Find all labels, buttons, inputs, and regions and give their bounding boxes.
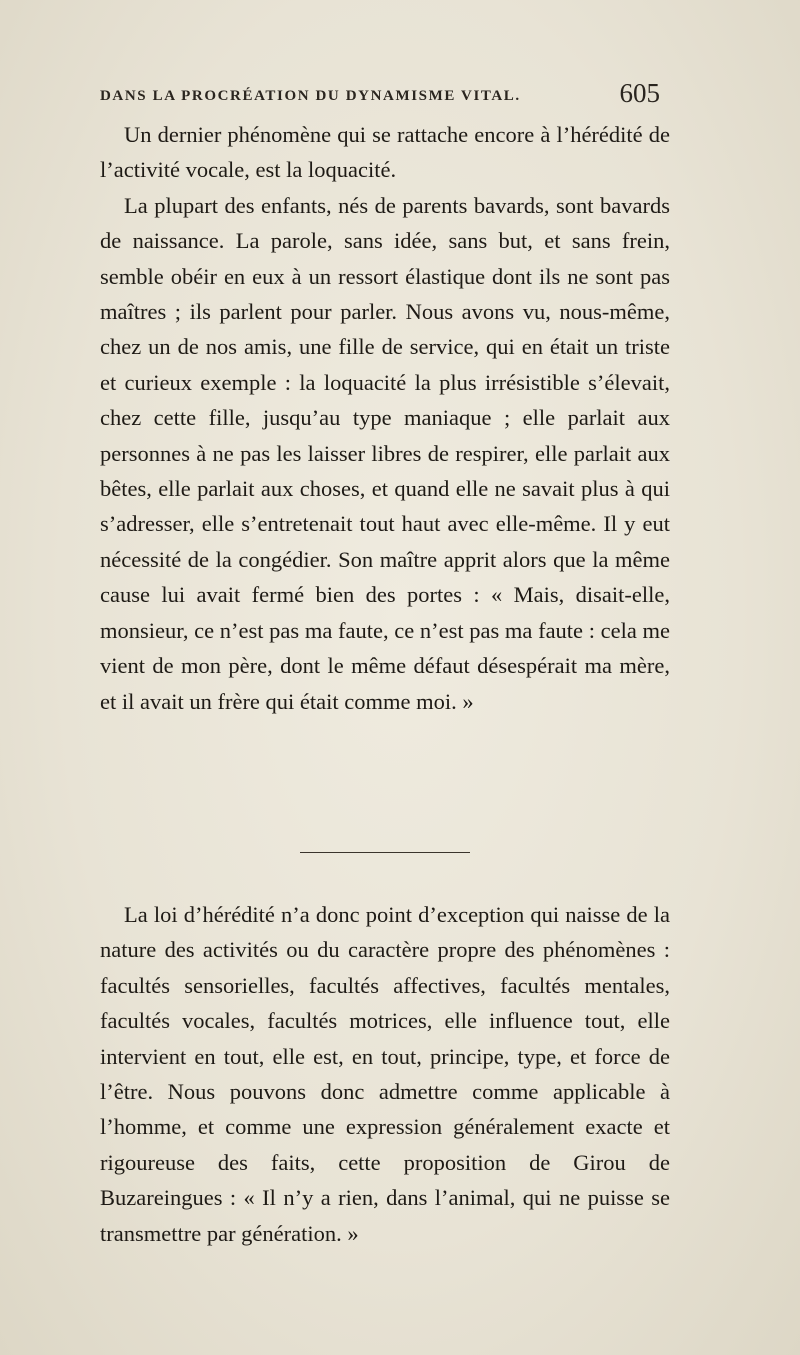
running-head (100, 78, 660, 118)
running-title: DANS LA PROCRÉATION DU DYNAMISME VITAL. (100, 88, 521, 104)
paragraph-loquacite-intro: Un dernier phénomène qui se rattache encore à l’hérédité de l’activité vocale, est la loquacité. (100, 122, 670, 183)
page-number: 605 (619, 78, 660, 108)
text-block-bottom (100, 897, 670, 1251)
text-block-top (100, 117, 670, 719)
paragraph-loi-heredite: La loi d’hérédité n’a donc point d’exception qui naisse de la nature des activités ou du caractère propre des phénomènes : facultés sensorielles, facultés affectives, facultés mentales, facultés vocales, facultés motrices, elle influence tout, elle intervient en tout, elle est, en tout, principe, type, et force de l’être. Nous pouvons donc admettre comme applicable à l’homme, et comme une expression généralement exacte et rigoureuse des faits, cette proposition de Girou de Buzareingues : « Il n’y a rien, dans l’animal, qui ne puisse se transmettre par génération. » (100, 902, 670, 1246)
section-separator (300, 852, 470, 853)
paragraph-bavards: La plupart des enfants, nés de parents bavards, sont bavards de naissance. La parole, sans idée, sans but, et sans frein, semble obéir en eux à un ressort élastique dont ils ne sont pas maîtres ; ils parlent pour parler. Nous avons vu, nous-même, chez un de nos amis, une fille de service, qui en était un triste et curieux exemple : la loquacité la plus irrésistible s’élevait, chez cette fille, jusqu’au type maniaque ; elle parlait aux personnes à ne pas les laisser libres de respirer, elle parlait aux bêtes, elle parlait aux choses, et quand elle ne savait plus à qui s’adresser, elle s’entretenait tout haut avec elle-même. Il y eut nécessité de la congédier. Son maître apprit alors que la même cause lui avait fermé bien des portes : « Mais, disait-elle, monsieur, ce n’est pas ma faute, ce n’est pas ma faute : cela me vient de mon père, dont le même défaut désespérait ma mère, et il avait un frère qui était comme moi. » (100, 192, 670, 714)
